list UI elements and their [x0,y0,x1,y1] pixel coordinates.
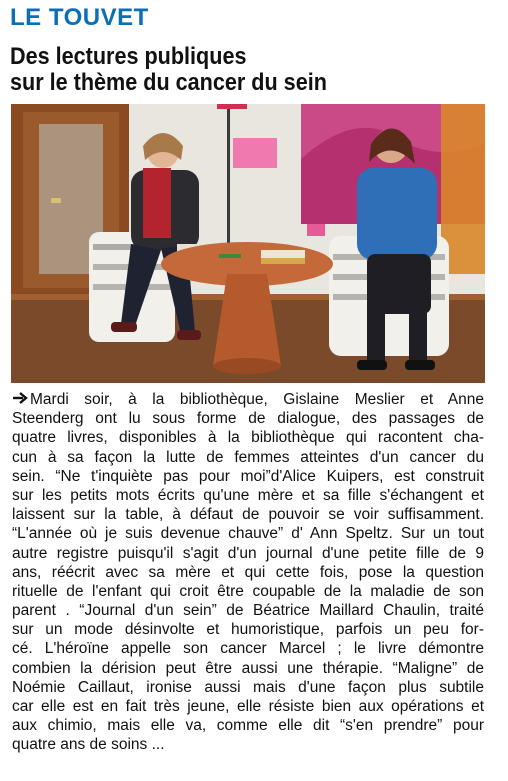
article-line: combien la dérision peut être aussi une thérapie. “Maligne” de [12,659,484,677]
article-line: Steenderg ont lu sous forme de dialogue, des passages de [12,410,484,428]
section-kicker: LE TOUVET [10,4,149,31]
article-line: parent . “Journal d'un sein” de Béatrice Maillard Chaulin, traité [12,602,484,620]
article-line: “L'année où je suis devenue chauve” d' Ann Speltz. Sur un tout [12,525,484,543]
article-line: sur un mode désinvolte et humoristique, parfois un peu for- [12,621,484,639]
article-line: Noémie Caillaut, ironise aussi mais d'une façon plus subtile [12,678,484,696]
article-line: sein. “Ne t'inquiète pas pour moi”d'Alice Kuipers, est construit [12,467,484,485]
article-line: cé. L'héroïne appelle son cancer Marcel ; le livre démontre [12,640,484,658]
article-line: quatre ans de soins ... [12,736,165,754]
article-line: cun à sa façon la lutte de femmes atteintes d'un cancer du [12,448,484,466]
arrow-right-icon [12,390,30,409]
article-line: autre registre puisqu'il s'agit d'un journal d'une petite fille de 9 [12,544,484,562]
article-line: aux chimio, mais elle va, comme elle dit “s'en prendre” pour [12,717,484,735]
article-headline [10,44,451,96]
article-line: sur les petits mots écrits qu'une mère et sa fille s'échangent et [12,486,484,504]
article-body [12,390,484,755]
article-line: laissent sur la table, à défaut de pouvoir se voir suffisamment. [12,506,484,524]
article-photo [11,104,485,383]
article-line: car elle est en fait très jeune, elle résiste bien aux opérations et [12,698,484,715]
article-line: quatre livres, disponibles à la bibliothèque qui racontent cha- [12,429,484,447]
article-line: ans, réécrit avec sa mère et qui cette fois, pose la question [12,563,484,581]
headline-line-2: sur le thème du cancer du sein [10,69,327,96]
headline-line-1: Des lectures publiques [10,43,247,70]
article-line: rituelle de l'enfant qui croit être coupable de la maladie de son [12,582,484,600]
article-line: Mardi soir, à la bibliothèque, Gislaine Meslier et Anne [12,390,484,409]
